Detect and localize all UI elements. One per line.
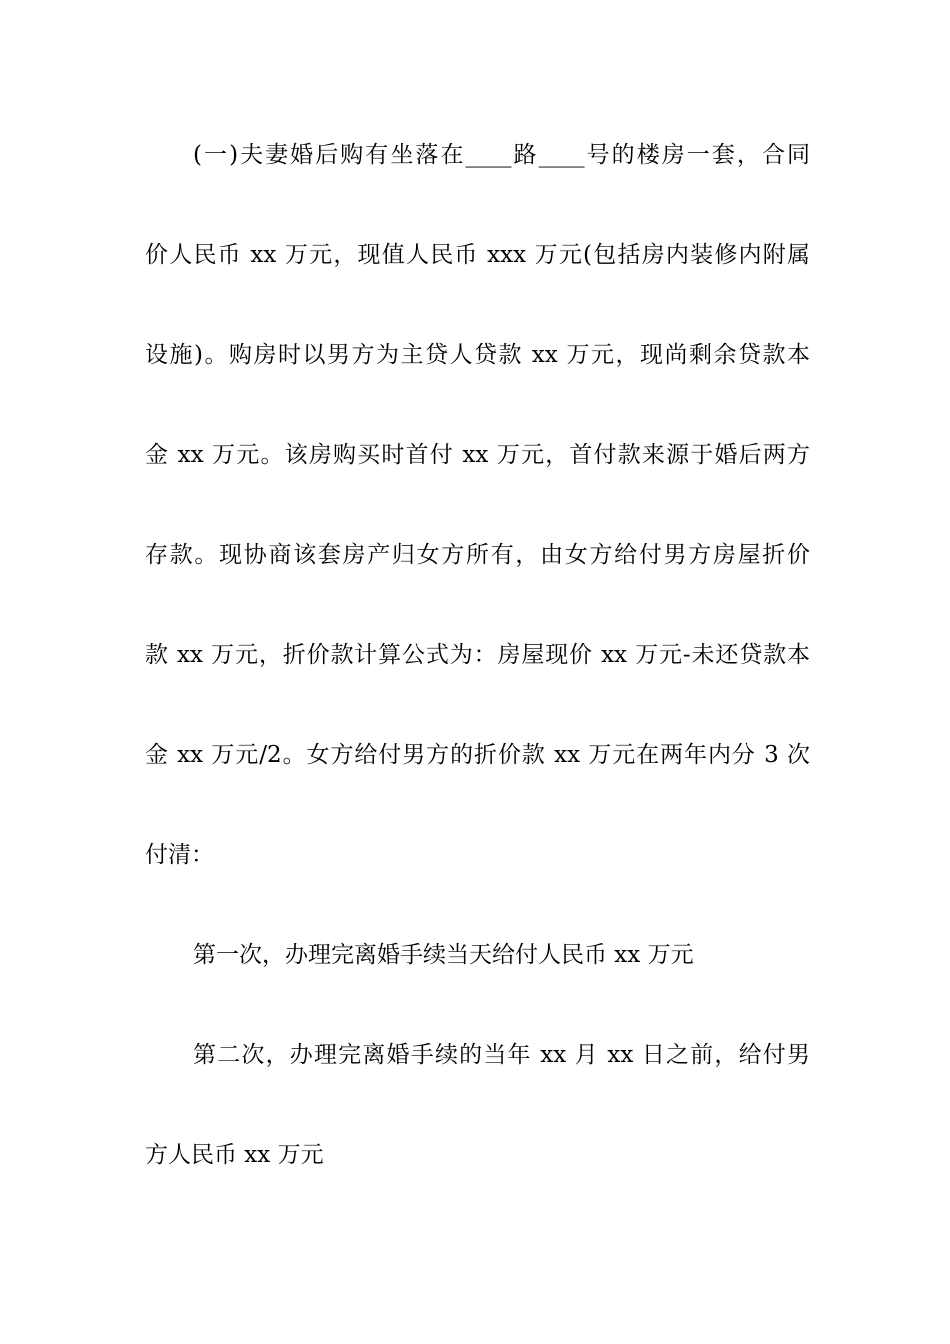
- paragraph-line: 方人民币 xx 万元: [145, 1142, 324, 1168]
- paragraph-line: 设施)。购房时以男方为主贷人贷款 xx 万元，现尚剩余贷款本: [145, 342, 810, 368]
- paragraph-line: 款 xx 万元，折价款计算公式为：房屋现价 xx 万元-未还贷款本: [145, 642, 810, 668]
- paragraph-line: 金 xx 万元。该房购买时首付 xx 万元，首付款来源于婚后两方: [145, 442, 810, 468]
- paragraph-line: 付清：: [145, 842, 214, 868]
- paragraph-line: 存款。现协商该套房产归女方所有，由女方给付男方房屋折价: [145, 542, 810, 568]
- paragraph-line: 第一次，办理完离婚手续当天给付人民币 xx 万元: [193, 942, 694, 968]
- paragraph-line: 第二次，办理完离婚手续的当年 xx 月 xx 日之前，给付男: [193, 1042, 810, 1068]
- paragraph-line: 价人民币 xx 万元，现值人民币 xxx 万元(包括房内装修内附属: [145, 242, 810, 268]
- paragraph-line: (一)夫妻婚后购有坐落在____路____号的楼房一套，合同: [193, 142, 810, 168]
- paragraph-line: 金 xx 万元/2。女方给付男方的折价款 xx 万元在两年内分 3 次: [145, 742, 810, 768]
